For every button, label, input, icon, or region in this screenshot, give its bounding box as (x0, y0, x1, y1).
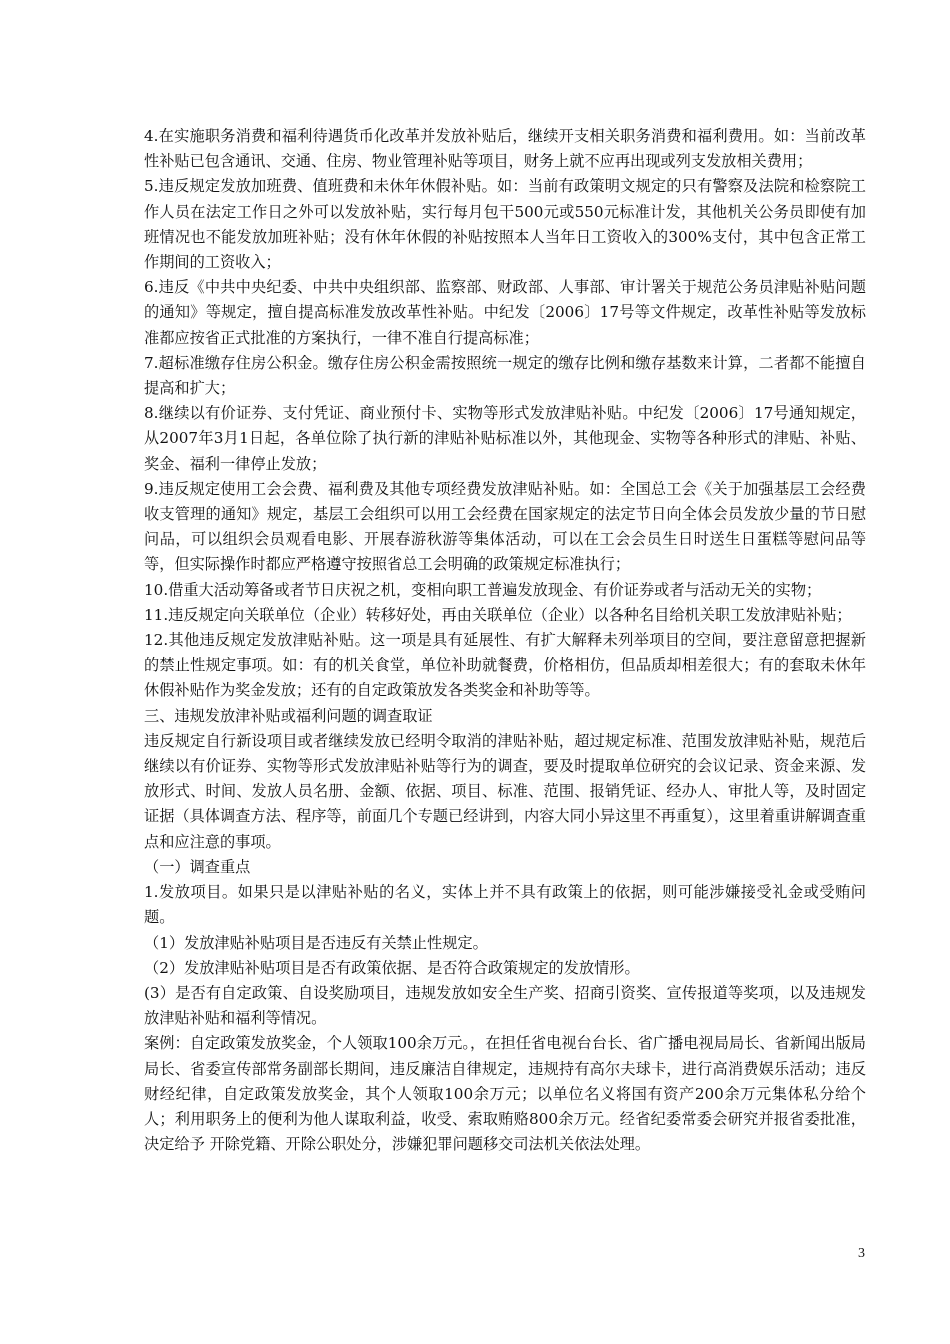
paragraph-item-5: 5.违反规定发放加班费、值班费和未休年休假补贴。如：当前有政策明文规定的只有警察及法院和检察院工作人员在法定工作日之外可以发放补贴，实行每月包干500元或550元标准计发，其他机关公务员即使有加班情况也不能发放加班补贴；没有休年休假的补贴按照本人当年日工资收入的300%支付，其中包含正常工作期间的工资收入； (144, 177, 866, 272)
paragraph-item-6: 6.违反《中共中央纪委、中共中央组织部、监察部、财政部、人事部、审计署关于规范公务员津贴补贴问题的通知》等规定，擅自提高标准发放改革性补贴。中纪发〔2006〕17号等文件规定，改革性补贴等发放标准都应按省正式批准的方案执行，一律不准自行提高标准； (144, 278, 866, 347)
section-intro-paragraph: 违反规定自行新设项目或者继续发放已经明令取消的津贴补贴，超过规定标准、范围发放津贴补贴，规范后继续以有价证券、实物等形式发放津贴补贴等行为的调查，要及时提取单位研究的会议记录、资金来源、发放形式、时间、发放人员名册、金额、依据、项目、标准、范围、报销凭证、经办人、审批人等，及时固定证据（具体调查方法、程序等，前面几个专题已经讲到，内容大同小异这里不再重复），这里着重讲解调查重点和应注意的事项。 (144, 731, 866, 851)
case-paragraph: 案例：自定政策发放奖金，个人领取100余万元。，在担任省电视台台长、省广播电视局局长、省新闻出版局局长、省委宣传部常务副部长期间，违反廉洁自律规定，违规持有高尔夫球卡，进行高消费娱乐活动；违反财经纪律，自定政策发放奖金，其个人领取100余万元；以单位名义将国有资产200余万元集体私分给个人；利用职务上的便利为他人谋取利益，收受、索取贿赂800余万元。经省纪委常委会研究并报省委批准，决定给予 开除党籍、开除公职处分，涉嫌犯罪问题移交司法机关依法处理。 (144, 1034, 866, 1154)
paragraph-item-10: 10.借重大活动筹备或者节日庆祝之机，变相向职工普遍发放现金、有价证券或者与活动无关的实物； (144, 580, 822, 599)
subsection-heading-1: （一）调查重点 (144, 857, 251, 876)
paragraph-item-8: 8.继续以有价证券、支付凭证、商业预付卡、实物等形式发放津贴补贴。中纪发〔2006〕17号通知规定，从2007年3月1日起，各单位除了执行新的津贴补贴标准以外，其他现金、实物等各种形式的津贴、补贴、奖金、福利一律停止发放； (144, 404, 866, 473)
paragraph-issuance-items: 1.发放项目。如果只是以津贴补贴的名义，实体上并不具有政策上的依据，则可能涉嫌接受礼金或受贿问题。 (144, 883, 866, 927)
page-number: 3 (858, 1246, 865, 1261)
paragraph-item-9: 9.违反规定使用工会会费、福利费及其他专项经费发放津贴补贴。如：全国总工会《关于加强基层工会经费收支管理的通知》规定，基层工会组织可以用工会经费在国家规定的法定节日向全体会员发放少量的节日慰问品，可以组织会员观看电影、开展春游秋游等集体活动，可以在工会会员生日时送生日蛋糕等慰问品等等，但实际操作时都应严格遵守按照省总工会明确的政策规定标准执行； (144, 479, 866, 574)
paragraph-item-4: 4.在实施职务消费和福利待遇货币化改革并发放补贴后，继续开支相关职务消费和福利费用。如：当前改革性补贴已包含通讯、交通、住房、物业管理补贴等项目，财务上就不应再出现或列支发放相关费用； (144, 127, 866, 171)
sub-item-2: （2）发放津贴补贴项目是否有政策依据、是否符合政策规定的发放情形。 (144, 958, 640, 977)
paragraph-item-12: 12.其他违反规定发放津贴补贴。这一项是具有延展性、有扩大解释未列举项目的空间，要注意留意把握新的禁止性规定事项。如：有的机关食堂，单位补助就餐费，价格相仿，但品质却相差很大；有的套取未休年休假补贴作为奖金发放；还有的自定政策放发各类奖金和补助等等。 (144, 631, 866, 700)
sub-item-1: （1）发放津贴补贴项目是否违反有关禁止性规定。 (144, 933, 488, 952)
section-heading-3: 三、违规发放津补贴或福利问题的调查取证 (144, 706, 433, 725)
document-body (144, 124, 866, 1157)
paragraph-item-11: 11.违反规定向关联单位（企业）转移好处，再由关联单位（企业）以各种名目给机关职工发放津贴补贴； (144, 605, 852, 624)
paragraph-item-7: 7.超标准缴存住房公积金。缴存住房公积金需按照统一规定的缴存比例和缴存基数来计算，二者都不能擅自提高和扩大； (144, 353, 866, 398)
sub-item-3: (3）是否有自定政策、自设奖励项目，违规发放如安全生产奖、招商引资奖、宣传报道等奖项，以及违规发放津贴补贴和福利等情况。 (144, 983, 866, 1028)
